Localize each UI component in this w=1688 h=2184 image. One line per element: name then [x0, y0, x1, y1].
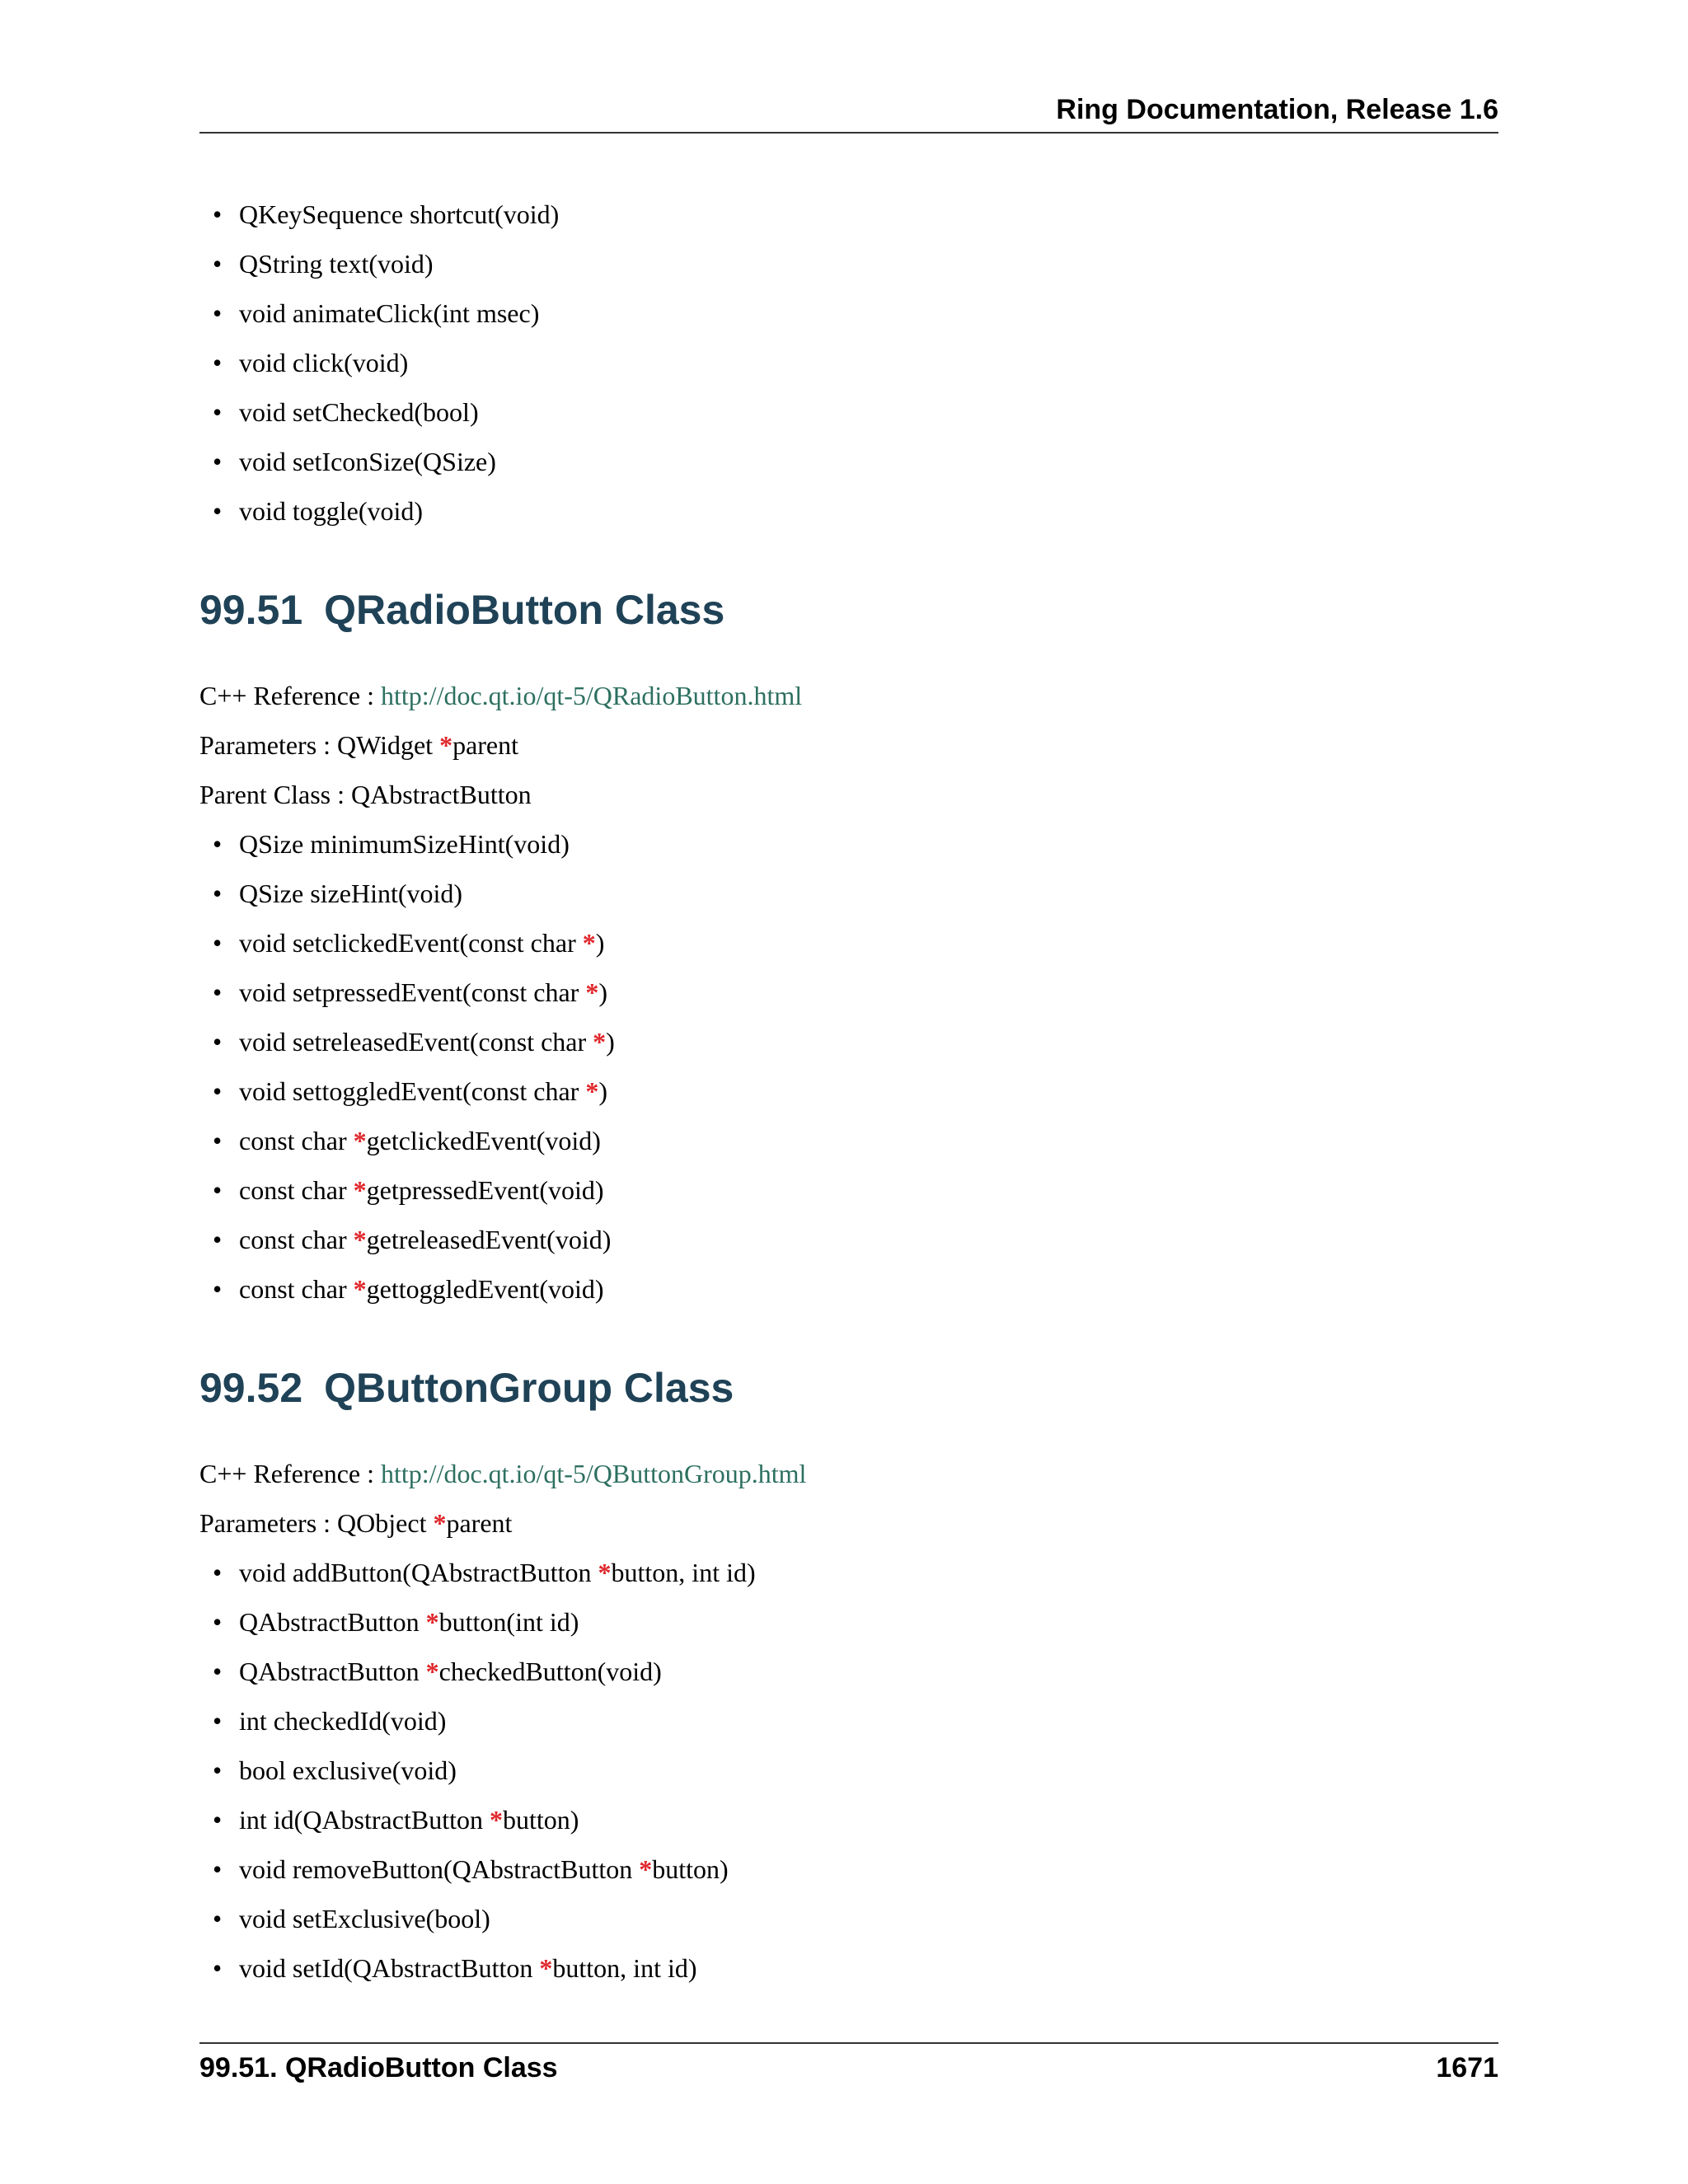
- list-item: • void settoggledEvent(const char *): [213, 1076, 607, 1106]
- list-item: • QSize minimumSizeHint(void): [213, 829, 570, 859]
- qradiobutton-method-list: [213, 827, 615, 1322]
- qradiobutton-reference-link[interactable]: http://doc.qt.io/qt-5/QRadioButton.html: [381, 681, 803, 710]
- list-item: • void removeButton(QAbstractButton *button): [213, 1854, 729, 1884]
- list-item: • QSize sizeHint(void): [213, 879, 463, 908]
- page-number: 1671: [1436, 2052, 1498, 2083]
- list-item: • bool exclusive(void): [213, 1755, 457, 1785]
- list-item: • void setreleasedEvent(const char *): [213, 1027, 615, 1057]
- list-item: • void setChecked(bool): [213, 397, 479, 427]
- list-item: • QAbstractButton *checkedButton(void): [213, 1657, 662, 1686]
- parent-class: Parent Class : QAbstractButton: [199, 780, 532, 809]
- list-item: • void addButton(QAbstractButton *button, int id): [213, 1558, 756, 1587]
- list-item: • int checkedId(void): [213, 1706, 447, 1736]
- document-title: Ring Documentation, Release 1.6: [1056, 94, 1498, 125]
- intro-method-list: [213, 198, 560, 544]
- list-item: • QString text(void): [213, 249, 434, 279]
- list-item: • void toggle(void): [213, 496, 424, 526]
- cpp-reference: C++ Reference : http://doc.qt.io/qt-5/QButtonGroup.html: [199, 1459, 807, 1488]
- list-item: • const char *getpressedEvent(void): [213, 1175, 604, 1205]
- cpp-reference: C++ Reference : http://doc.qt.io/qt-5/QRadioButton.html: [199, 681, 803, 710]
- list-item: • const char *getreleasedEvent(void): [213, 1225, 612, 1254]
- section-heading-qradiobutton: 99.51 QRadioButton Class: [199, 587, 725, 633]
- section-heading-qbuttongroup: 99.52 QButtonGroup Class: [199, 1365, 734, 1411]
- list-item: • void animateClick(int msec): [213, 298, 540, 328]
- list-item: • QAbstractButton *button(int id): [213, 1607, 579, 1637]
- list-item: • const char *gettoggledEvent(void): [213, 1274, 604, 1304]
- list-item: • const char *getclickedEvent(void): [213, 1126, 601, 1155]
- parameters: Parameters : QObject *parent: [199, 1508, 513, 1538]
- list-item: • void setId(QAbstractButton *button, int id): [213, 1953, 697, 1983]
- list-item: • int id(QAbstractButton *button): [213, 1805, 579, 1835]
- list-item: • QKeySequence shortcut(void): [213, 199, 560, 229]
- page-footer: [199, 2042, 1498, 2083]
- list-item: • void setclickedEvent(const char *): [213, 928, 605, 958]
- list-item: • void setIconSize(QSize): [213, 447, 496, 476]
- list-item: • void setExclusive(bool): [213, 1904, 490, 1933]
- page-header: [199, 92, 1498, 134]
- list-item: • void click(void): [213, 348, 409, 377]
- qbuttongroup-reference-link[interactable]: http://doc.qt.io/qt-5/QButtonGroup.html: [381, 1459, 807, 1488]
- qbuttongroup-method-list: [213, 1556, 756, 2001]
- parameters: Parameters : QWidget *parent: [199, 730, 519, 760]
- list-item: • void setpressedEvent(const char *): [213, 977, 607, 1007]
- footer-section-title: 99.51. QRadioButton Class: [199, 2052, 558, 2083]
